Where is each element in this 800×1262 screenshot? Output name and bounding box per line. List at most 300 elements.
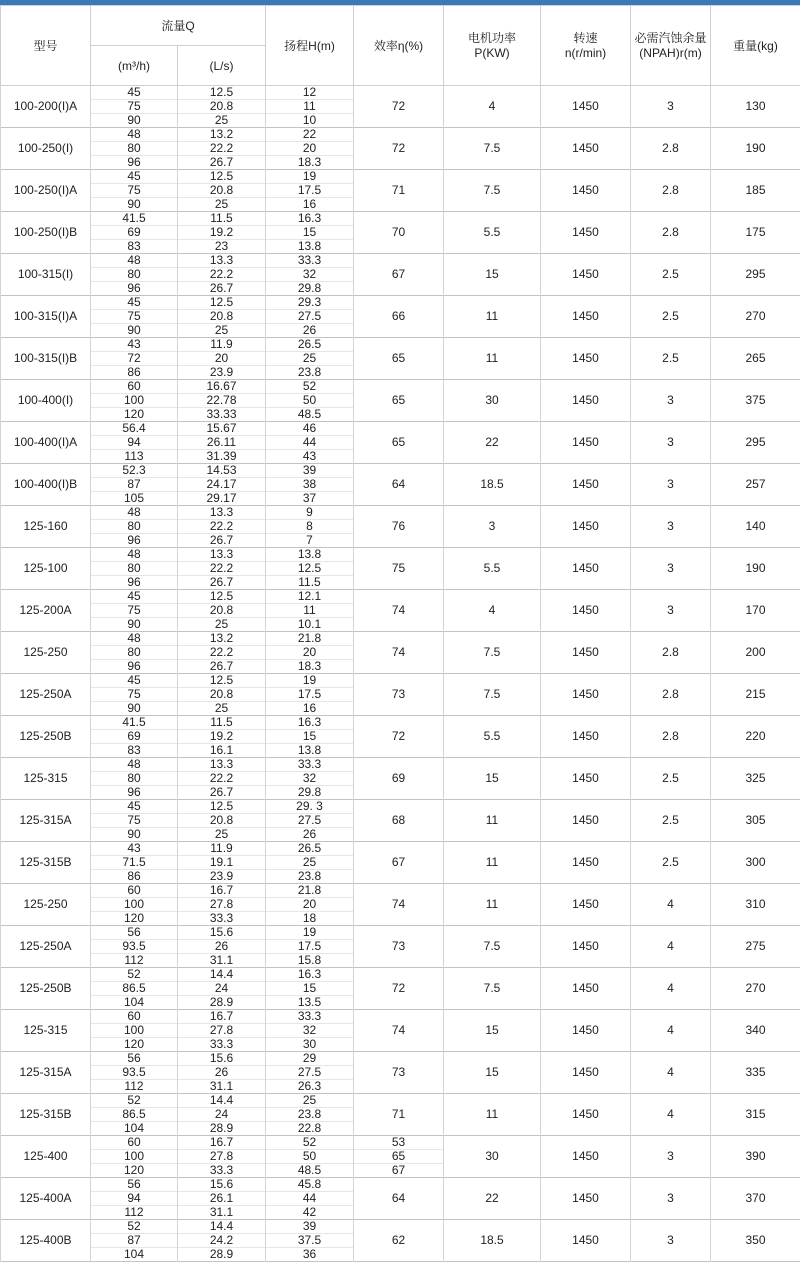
cell-flow-ls: 25: [178, 618, 266, 632]
cell-flow-m3h: 80: [91, 142, 178, 156]
cell-speed: 1450: [541, 674, 631, 716]
header-power-line2: P(KW): [444, 46, 540, 61]
cell-weight: 305: [711, 800, 800, 842]
cell-model: 125-315: [1, 1010, 91, 1052]
cell-speed: 1450: [541, 170, 631, 212]
cell-model: 125-315B: [1, 842, 91, 884]
table-row: [1, 212, 800, 226]
cell-flow-ls: 26.7: [178, 786, 266, 800]
cell-npsh: 2.8: [631, 632, 711, 674]
cell-flow-m3h: 120: [91, 408, 178, 422]
cell-head: 11: [266, 100, 354, 114]
cell-head: 25: [266, 1094, 354, 1108]
cell-head: 9: [266, 506, 354, 520]
cell-head: 17.5: [266, 184, 354, 198]
cell-weight: 270: [711, 968, 800, 1010]
cell-flow-ls: 12.5: [178, 674, 266, 688]
table-row: [1, 632, 800, 646]
cell-flow-m3h: 93.5: [91, 1066, 178, 1080]
cell-efficiency: 74: [354, 1010, 444, 1052]
cell-efficiency: 64: [354, 464, 444, 506]
cell-flow-ls: 11.5: [178, 716, 266, 730]
cell-efficiency: 67: [354, 1164, 444, 1178]
cell-power: 30: [444, 1136, 541, 1178]
cell-flow-m3h: 93.5: [91, 940, 178, 954]
cell-power: 7.5: [444, 674, 541, 716]
cell-power: 22: [444, 422, 541, 464]
cell-head: 32: [266, 1024, 354, 1038]
cell-flow-ls: 23: [178, 240, 266, 254]
cell-flow-ls: 12.5: [178, 170, 266, 184]
table-row: [1, 464, 800, 478]
cell-weight: 190: [711, 128, 800, 170]
header-npsh-line1: 必需汽蚀余量: [631, 31, 710, 46]
cell-weight: 130: [711, 86, 800, 128]
cell-power: 3: [444, 506, 541, 548]
cell-power: 5.5: [444, 548, 541, 590]
cell-flow-ls: 27.8: [178, 1150, 266, 1164]
cell-flow-ls: 28.9: [178, 1122, 266, 1136]
cell-model: 100-250(I)B: [1, 212, 91, 254]
cell-flow-ls: 25: [178, 828, 266, 842]
cell-flow-ls: 27.8: [178, 898, 266, 912]
cell-npsh: 2.5: [631, 338, 711, 380]
cell-efficiency: 69: [354, 758, 444, 800]
cell-flow-ls: 16.67: [178, 380, 266, 394]
cell-flow-ls: 20.8: [178, 184, 266, 198]
cell-weight: 265: [711, 338, 800, 380]
cell-head: 43: [266, 450, 354, 464]
cell-power: 4: [444, 590, 541, 632]
cell-efficiency: 65: [354, 380, 444, 422]
cell-head: 15: [266, 226, 354, 240]
cell-head: 20: [266, 142, 354, 156]
cell-flow-m3h: 48: [91, 548, 178, 562]
cell-flow-ls: 25: [178, 198, 266, 212]
cell-efficiency: 74: [354, 632, 444, 674]
cell-weight: 275: [711, 926, 800, 968]
cell-flow-ls: 16.1: [178, 744, 266, 758]
cell-speed: 1450: [541, 506, 631, 548]
cell-power: 7.5: [444, 926, 541, 968]
cell-flow-ls: 13.3: [178, 254, 266, 268]
header-npsh-line2: (NPAH)r(m): [631, 46, 710, 61]
cell-power: 11: [444, 842, 541, 884]
table-row: [1, 422, 800, 436]
cell-head: 37.5: [266, 1234, 354, 1248]
cell-npsh: 3: [631, 1178, 711, 1220]
cell-weight: 200: [711, 632, 800, 674]
cell-flow-m3h: 120: [91, 912, 178, 926]
cell-power: 18.5: [444, 464, 541, 506]
cell-flow-ls: 22.2: [178, 772, 266, 786]
table-row: [1, 86, 800, 100]
cell-head: 17.5: [266, 940, 354, 954]
cell-flow-ls: 28.9: [178, 996, 266, 1010]
cell-weight: 295: [711, 422, 800, 464]
cell-flow-m3h: 96: [91, 786, 178, 800]
header-weight: 重量(kg): [711, 6, 800, 86]
cell-head: 7: [266, 534, 354, 548]
cell-flow-ls: 13.3: [178, 506, 266, 520]
table-row: [1, 1136, 800, 1150]
cell-efficiency: 65: [354, 422, 444, 464]
cell-flow-m3h: 90: [91, 828, 178, 842]
cell-flow-ls: 24.2: [178, 1234, 266, 1248]
cell-head: 33.3: [266, 254, 354, 268]
cell-speed: 1450: [541, 1178, 631, 1220]
cell-flow-m3h: 80: [91, 520, 178, 534]
cell-flow-ls: 25: [178, 324, 266, 338]
cell-head: 42: [266, 1206, 354, 1220]
cell-flow-m3h: 69: [91, 226, 178, 240]
cell-model: 100-250(I): [1, 128, 91, 170]
cell-flow-ls: 13.3: [178, 758, 266, 772]
cell-weight: 300: [711, 842, 800, 884]
cell-flow-m3h: 41.5: [91, 212, 178, 226]
cell-flow-ls: 14.4: [178, 1220, 266, 1234]
cell-flow-m3h: 112: [91, 1206, 178, 1220]
cell-model: 100-250(I)A: [1, 170, 91, 212]
cell-flow-m3h: 113: [91, 450, 178, 464]
cell-flow-m3h: 75: [91, 688, 178, 702]
cell-flow-m3h: 56: [91, 926, 178, 940]
cell-flow-m3h: 90: [91, 324, 178, 338]
header-flow-m3h: (m³/h): [91, 46, 178, 86]
cell-power: 7.5: [444, 128, 541, 170]
header-power: [444, 6, 541, 86]
cell-flow-m3h: 75: [91, 604, 178, 618]
cell-head: 50: [266, 394, 354, 408]
cell-efficiency: 67: [354, 842, 444, 884]
cell-flow-m3h: 96: [91, 660, 178, 674]
cell-model: 125-400: [1, 1136, 91, 1178]
cell-npsh: 3: [631, 1136, 711, 1178]
cell-speed: 1450: [541, 590, 631, 632]
cell-npsh: 3: [631, 590, 711, 632]
cell-head: 26: [266, 324, 354, 338]
cell-model: 125-400A: [1, 1178, 91, 1220]
cell-head: 21.8: [266, 884, 354, 898]
cell-flow-m3h: 80: [91, 772, 178, 786]
cell-flow-m3h: 80: [91, 268, 178, 282]
cell-power: 15: [444, 1052, 541, 1094]
cell-power: 11: [444, 884, 541, 926]
cell-head: 15: [266, 730, 354, 744]
cell-flow-ls: 20.8: [178, 100, 266, 114]
cell-weight: 257: [711, 464, 800, 506]
cell-npsh: 4: [631, 1010, 711, 1052]
cell-head: 52: [266, 1136, 354, 1150]
cell-flow-ls: 16.7: [178, 884, 266, 898]
cell-flow-ls: 28.9: [178, 1248, 266, 1262]
cell-flow-ls: 26.7: [178, 534, 266, 548]
cell-efficiency: 65: [354, 1150, 444, 1164]
cell-npsh: 4: [631, 884, 711, 926]
cell-flow-m3h: 104: [91, 996, 178, 1010]
table-row: [1, 674, 800, 688]
cell-head: 23.8: [266, 1108, 354, 1122]
cell-efficiency: 74: [354, 884, 444, 926]
cell-head: 50: [266, 1150, 354, 1164]
cell-flow-ls: 29.17: [178, 492, 266, 506]
cell-flow-ls: 26.1: [178, 1192, 266, 1206]
cell-head: 48.5: [266, 408, 354, 422]
cell-model: 100-200(I)A: [1, 86, 91, 128]
cell-flow-ls: 11.9: [178, 338, 266, 352]
cell-weight: 295: [711, 254, 800, 296]
cell-flow-ls: 26: [178, 1066, 266, 1080]
cell-efficiency: 64: [354, 1178, 444, 1220]
cell-head: 27.5: [266, 814, 354, 828]
cell-model: 125-400B: [1, 1220, 91, 1262]
cell-flow-m3h: 75: [91, 100, 178, 114]
cell-flow-m3h: 75: [91, 184, 178, 198]
cell-flow-m3h: 60: [91, 1136, 178, 1150]
cell-flow-ls: 22.2: [178, 646, 266, 660]
cell-head: 26.5: [266, 338, 354, 352]
cell-head: 19: [266, 674, 354, 688]
cell-flow-m3h: 96: [91, 576, 178, 590]
cell-speed: 1450: [541, 800, 631, 842]
cell-head: 33.3: [266, 1010, 354, 1024]
cell-flow-m3h: 69: [91, 730, 178, 744]
cell-flow-ls: 27.8: [178, 1024, 266, 1038]
cell-head: 29.3: [266, 296, 354, 310]
header-speed-line1: 转速: [541, 31, 630, 46]
cell-flow-m3h: 56: [91, 1178, 178, 1192]
cell-flow-m3h: 72: [91, 352, 178, 366]
cell-flow-ls: 19.1: [178, 856, 266, 870]
cell-npsh: 3: [631, 464, 711, 506]
cell-flow-ls: 22.2: [178, 268, 266, 282]
cell-model: 125-250A: [1, 674, 91, 716]
cell-flow-m3h: 94: [91, 436, 178, 450]
cell-head: 38: [266, 478, 354, 492]
cell-flow-m3h: 45: [91, 86, 178, 100]
cell-flow-m3h: 41.5: [91, 716, 178, 730]
cell-flow-m3h: 86: [91, 870, 178, 884]
cell-npsh: 4: [631, 968, 711, 1010]
cell-weight: 190: [711, 548, 800, 590]
cell-power: 7.5: [444, 632, 541, 674]
cell-speed: 1450: [541, 1136, 631, 1178]
cell-head: 23.8: [266, 870, 354, 884]
table-row: [1, 758, 800, 772]
cell-flow-m3h: 87: [91, 1234, 178, 1248]
cell-flow-m3h: 43: [91, 842, 178, 856]
cell-flow-m3h: 60: [91, 380, 178, 394]
cell-speed: 1450: [541, 212, 631, 254]
cell-efficiency: 74: [354, 590, 444, 632]
table-row: [1, 842, 800, 856]
table-row: [1, 548, 800, 562]
cell-head: 13.5: [266, 996, 354, 1010]
cell-flow-ls: 12.5: [178, 800, 266, 814]
cell-weight: 390: [711, 1136, 800, 1178]
cell-flow-m3h: 45: [91, 674, 178, 688]
cell-efficiency: 68: [354, 800, 444, 842]
cell-head: 44: [266, 1192, 354, 1206]
cell-model: 100-315(I)A: [1, 296, 91, 338]
cell-speed: 1450: [541, 128, 631, 170]
cell-head: 20: [266, 646, 354, 660]
cell-flow-ls: 20: [178, 352, 266, 366]
table-row: [1, 380, 800, 394]
cell-npsh: 2.5: [631, 254, 711, 296]
cell-flow-m3h: 45: [91, 590, 178, 604]
cell-flow-m3h: 48: [91, 632, 178, 646]
cell-flow-m3h: 100: [91, 898, 178, 912]
cell-head: 25: [266, 352, 354, 366]
cell-flow-m3h: 52: [91, 1220, 178, 1234]
cell-head: 45.8: [266, 1178, 354, 1192]
cell-speed: 1450: [541, 968, 631, 1010]
cell-weight: 185: [711, 170, 800, 212]
cell-model: 125-250: [1, 884, 91, 926]
cell-head: 13.8: [266, 744, 354, 758]
cell-head: 16.3: [266, 716, 354, 730]
cell-flow-m3h: 90: [91, 114, 178, 128]
cell-flow-ls: 25: [178, 702, 266, 716]
table-body: [1, 86, 800, 1262]
header-power-line1: 电机功率: [444, 31, 540, 46]
header-efficiency: 效率η(%): [354, 6, 444, 86]
cell-npsh: 2.5: [631, 800, 711, 842]
cell-weight: 310: [711, 884, 800, 926]
cell-flow-ls: 31.1: [178, 954, 266, 968]
cell-efficiency: 75: [354, 548, 444, 590]
cell-flow-m3h: 112: [91, 954, 178, 968]
cell-weight: 340: [711, 1010, 800, 1052]
cell-efficiency: 70: [354, 212, 444, 254]
cell-speed: 1450: [541, 422, 631, 464]
cell-flow-ls: 31.39: [178, 450, 266, 464]
cell-head: 30: [266, 1038, 354, 1052]
cell-head: 16.3: [266, 968, 354, 982]
cell-weight: 335: [711, 1052, 800, 1094]
cell-weight: 350: [711, 1220, 800, 1262]
cell-flow-m3h: 100: [91, 1150, 178, 1164]
cell-head: 26.5: [266, 842, 354, 856]
cell-weight: 220: [711, 716, 800, 758]
table-row: [1, 968, 800, 982]
cell-power: 30: [444, 380, 541, 422]
cell-weight: 170: [711, 590, 800, 632]
cell-flow-ls: 23.9: [178, 870, 266, 884]
cell-power: 11: [444, 338, 541, 380]
cell-flow-ls: 22.78: [178, 394, 266, 408]
cell-head: 29. 3: [266, 800, 354, 814]
cell-model: 125-250B: [1, 716, 91, 758]
cell-efficiency: 71: [354, 1094, 444, 1136]
cell-power: 18.5: [444, 1220, 541, 1262]
cell-npsh: 2.8: [631, 716, 711, 758]
table-row: [1, 338, 800, 352]
cell-npsh: 3: [631, 422, 711, 464]
cell-flow-ls: 22.2: [178, 562, 266, 576]
cell-flow-ls: 15.6: [178, 1052, 266, 1066]
table-row: [1, 884, 800, 898]
cell-efficiency: 73: [354, 674, 444, 716]
header-model: 型号: [1, 6, 91, 86]
cell-model: 125-315B: [1, 1094, 91, 1136]
cell-efficiency: 65: [354, 338, 444, 380]
cell-head: 26: [266, 828, 354, 842]
cell-power: 15: [444, 758, 541, 800]
cell-flow-m3h: 112: [91, 1080, 178, 1094]
cell-flow-m3h: 60: [91, 1010, 178, 1024]
cell-model: 125-315: [1, 758, 91, 800]
cell-head: 33.3: [266, 758, 354, 772]
table-row: [1, 1220, 800, 1234]
cell-flow-m3h: 96: [91, 156, 178, 170]
cell-flow-ls: 24: [178, 1108, 266, 1122]
cell-speed: 1450: [541, 842, 631, 884]
cell-npsh: 3: [631, 506, 711, 548]
cell-efficiency: 62: [354, 1220, 444, 1262]
cell-head: 11.5: [266, 576, 354, 590]
cell-speed: 1450: [541, 1220, 631, 1262]
cell-head: 10: [266, 114, 354, 128]
cell-flow-m3h: 45: [91, 296, 178, 310]
cell-flow-ls: 26.7: [178, 660, 266, 674]
header-flow-ls: (L/s): [178, 46, 266, 86]
cell-head: 29.8: [266, 786, 354, 800]
cell-head: 15: [266, 982, 354, 996]
cell-head: 29.8: [266, 282, 354, 296]
cell-flow-ls: 33.33: [178, 408, 266, 422]
cell-flow-m3h: 56.4: [91, 422, 178, 436]
table-row: [1, 1094, 800, 1108]
cell-model: 125-315A: [1, 1052, 91, 1094]
cell-flow-ls: 26.7: [178, 156, 266, 170]
cell-head: 19: [266, 926, 354, 940]
cell-weight: 315: [711, 1094, 800, 1136]
cell-npsh: 2.5: [631, 296, 711, 338]
cell-efficiency: 53: [354, 1136, 444, 1150]
cell-head: 20: [266, 898, 354, 912]
cell-efficiency: 72: [354, 86, 444, 128]
cell-weight: 375: [711, 380, 800, 422]
cell-efficiency: 67: [354, 254, 444, 296]
cell-flow-ls: 14.53: [178, 464, 266, 478]
table-row: [1, 1178, 800, 1192]
table-row: [1, 128, 800, 142]
cell-head: 39: [266, 464, 354, 478]
cell-npsh: 2.5: [631, 842, 711, 884]
cell-flow-ls: 33.3: [178, 1164, 266, 1178]
cell-head: 10.1: [266, 618, 354, 632]
cell-flow-m3h: 100: [91, 394, 178, 408]
cell-flow-m3h: 87: [91, 478, 178, 492]
cell-model: 125-160: [1, 506, 91, 548]
cell-speed: 1450: [541, 1052, 631, 1094]
cell-head: 27.5: [266, 310, 354, 324]
cell-head: 44: [266, 436, 354, 450]
pump-spec-table: [0, 5, 800, 1262]
cell-flow-ls: 20.8: [178, 688, 266, 702]
cell-power: 4: [444, 86, 541, 128]
cell-flow-m3h: 45: [91, 170, 178, 184]
table-row: [1, 170, 800, 184]
cell-flow-m3h: 86.5: [91, 1108, 178, 1122]
cell-flow-ls: 22.2: [178, 520, 266, 534]
cell-model: 100-315(I): [1, 254, 91, 296]
cell-head: 23.8: [266, 366, 354, 380]
cell-flow-ls: 12.5: [178, 590, 266, 604]
cell-efficiency: 73: [354, 926, 444, 968]
